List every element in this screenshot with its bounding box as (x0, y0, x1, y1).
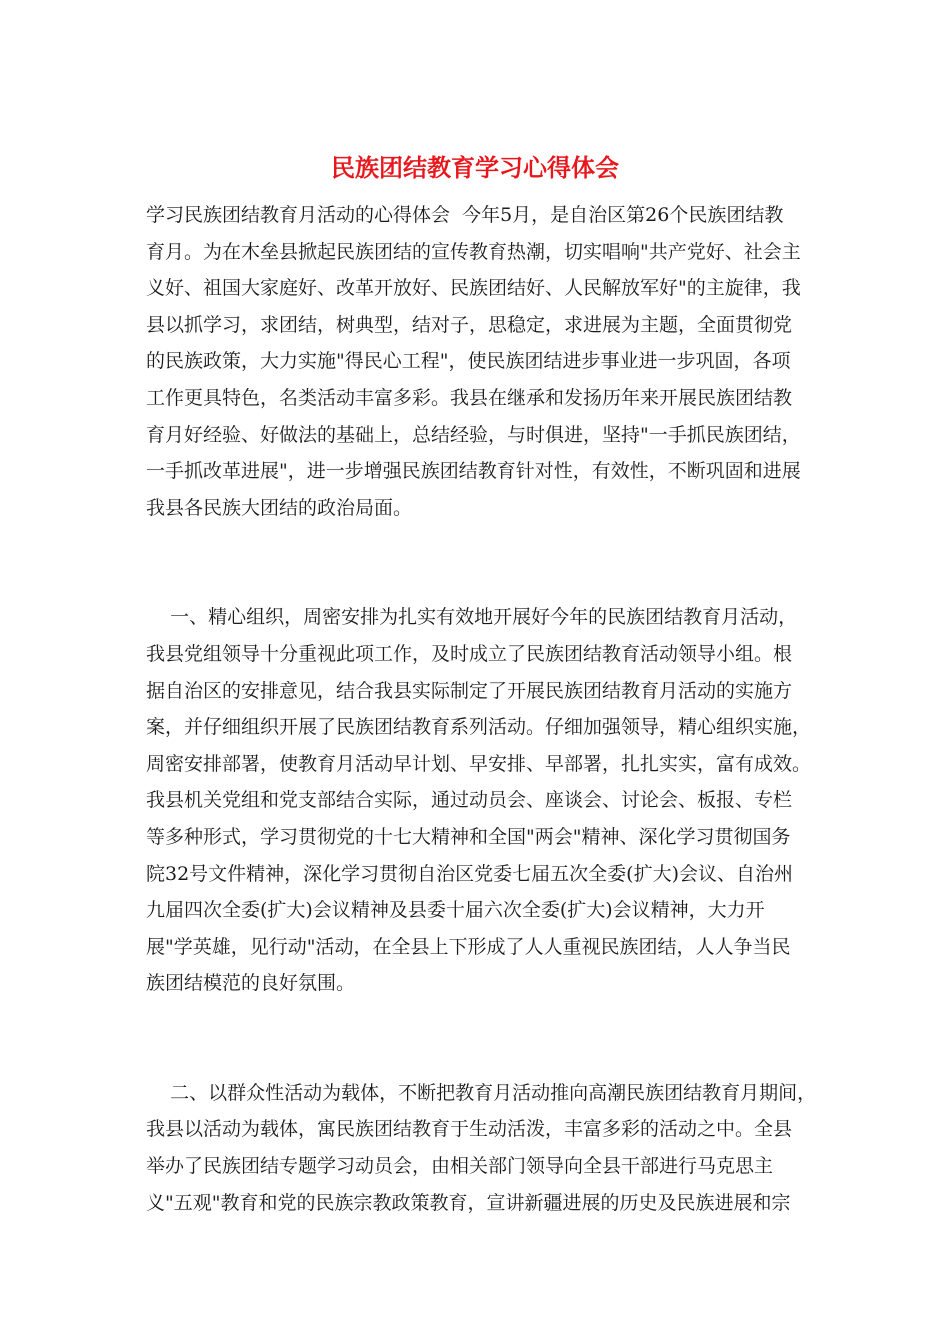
text-line: 育月。为在木垒县掀起民族团结的宣传教育热潮，切实唱响"共产党好、社会主 (146, 240, 801, 263)
text-line: 案，并仔细组织开展了民族团结教育系列活动。仔细加强领导，精心组织实施， (146, 716, 812, 739)
document-title: 民族团结教育学习心得体会 (331, 153, 619, 182)
text-line: 县以抓学习，求团结，树典型，结对子，思稳定，求进展为主题，全面贯彻党 (146, 313, 793, 336)
text-line: 学习民族团结教育月活动的心得体会 今年5月，是自治区第26个民族团结教 (146, 204, 784, 226)
text-line: 院32号文件精神，深化学习贯彻自治区党委七届五次全委(扩大)会议、自治州 (146, 862, 794, 885)
text-line: 义好、祖国大家庭好、改革开放好、民族团结好、人民解放军好"的主旋律，我 (146, 277, 801, 300)
paragraph-intro (146, 197, 806, 526)
text-line: 据自治区的安排意见，结合我县实际制定了开展民族团结教育月活动的实施方 (146, 679, 793, 702)
paragraph-section-two (146, 1075, 817, 1221)
text-line: 族团结模范的良好氛围。 (146, 972, 356, 995)
text-line: 一手抓改革进展"，进一步增强民族团结教育针对性，有效性，不断巩固和进展 (146, 460, 801, 483)
text-line: 义"五观"教育和党的民族宗教政策教育，宣讲新疆进展的历史及民族进展和宗 (146, 1191, 791, 1214)
paragraph-spacer (146, 1002, 806, 1075)
text-line: 育月好经验、好做法的基础上，总结经验，与时俱进，坚持"一手抓民族团结， (146, 423, 801, 446)
text-line: 举办了民族团结专题学习动员会，由相关部门领导向全县干部进行马克思主 (146, 1155, 774, 1178)
text-line: 我县党组领导十分重视此项工作，及时成立了民族团结教育活动领导小组。根 (146, 642, 793, 665)
paragraph-section-one (146, 599, 812, 1002)
text-line: 二、以群众性活动为载体，不断把教育月活动推向高潮民族团结教育月期间， (146, 1081, 817, 1104)
text-line: 展"学英雄，见行动"活动，在全县上下形成了人人重视民族团结，人人争当民 (146, 935, 791, 958)
text-line: 我县机关党组和党支部结合实际，通过动员会、座谈会、讨论会、板报、专栏 (146, 789, 793, 812)
text-line: 工作更具特色，名类活动丰富多彩。我县在继承和发扬历年来开展民族团结教 (146, 386, 793, 409)
text-line: 我县各民族大团结的政治局面。 (146, 496, 413, 519)
text-line: 我县以活动为载体，寓民族团结教育于生动活泼，丰富多彩的活动之中。全县 (146, 1118, 793, 1141)
text-line: 周密安排部署，使教育月活动早计划、早安排、早部署，扎扎实实，富有成效。 (146, 752, 812, 775)
paragraph-spacer (146, 526, 806, 599)
text-line: 的民族政策，大力实施"得民心工程"，使民族团结进步事业进一步巩固，各项 (146, 350, 791, 373)
document-body (146, 197, 817, 1221)
text-line: 一、精心组织，周密安排为扎实有效地开展好今年的民族团结教育月活动， (146, 606, 798, 629)
text-line: 九届四次全委(扩大)会议精神及县委十届六次全委(扩大)会议精神，大力开 (146, 899, 765, 922)
text-line: 等多种形式，学习贯彻党的十七大精神和全国"两会"精神、深化学习贯彻国务 (146, 825, 791, 848)
